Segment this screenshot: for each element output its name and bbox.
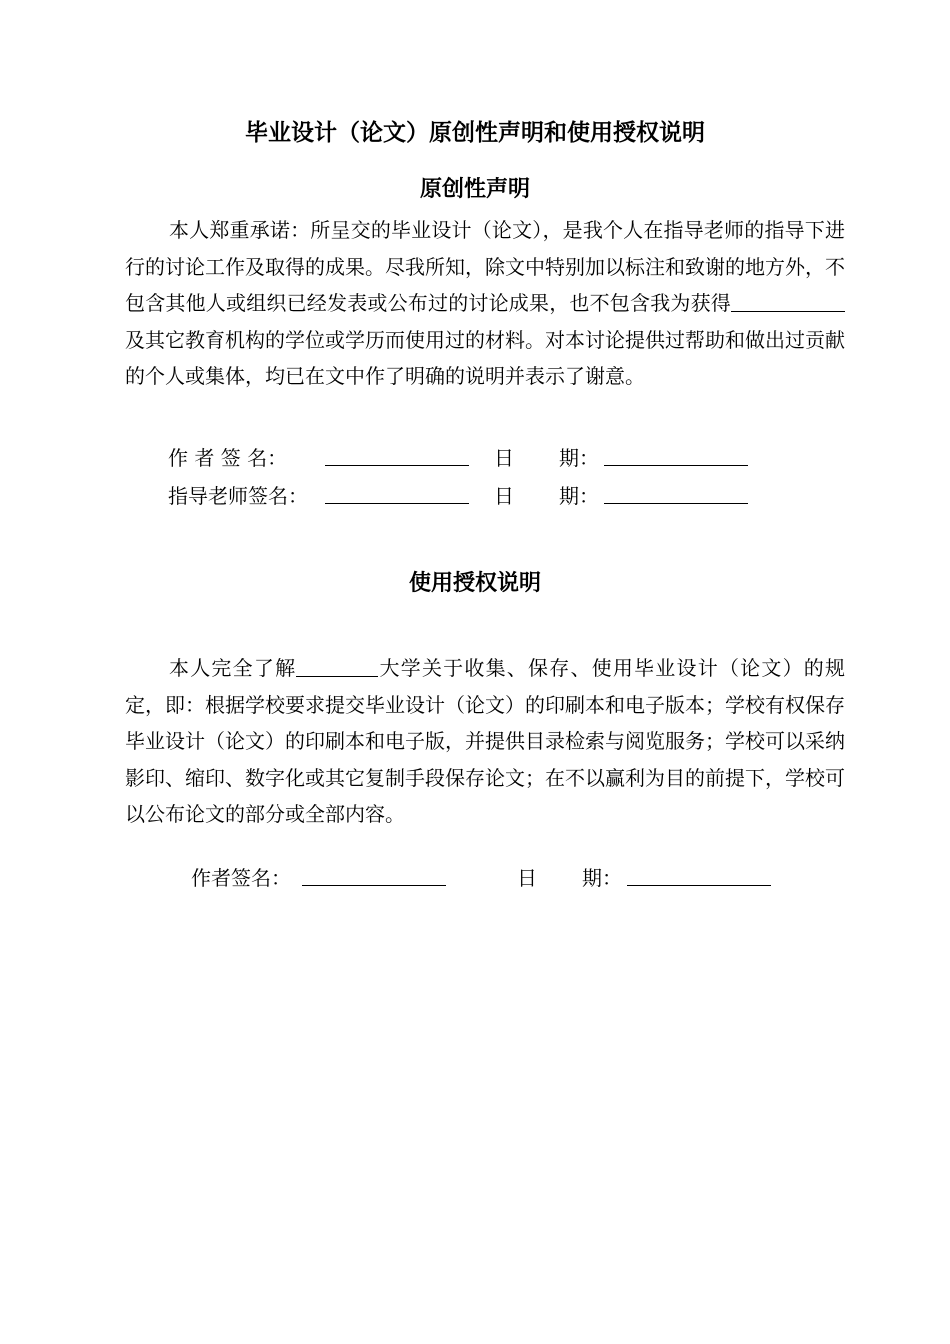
author-sign-label: 作 者 签 名：: [168, 446, 288, 470]
originality-heading: 原创性声明: [419, 177, 530, 202]
date-label-period: 期：: [559, 484, 599, 508]
advisor-date-field[interactable]: [604, 481, 748, 504]
originality-paragraph: [125, 212, 845, 395]
date-label-period: 期：: [559, 446, 599, 470]
auth-date-field[interactable]: [627, 863, 771, 886]
auth-author-sign-label: 作者签名：: [191, 866, 291, 890]
originality-text-part2: 及其它教育机构的学位或学历而使用过的材料。对本讨论提供过帮助和做出过贡献的个人或集体，均已在文中作了明确的说明并表示了谢意。: [125, 327, 845, 388]
date-label-period: 期：: [582, 866, 622, 890]
date-label-day: 日: [494, 484, 514, 508]
advisor-sign-label: 指导老师签名：: [168, 484, 308, 508]
authorization-signature-row: [191, 863, 791, 893]
degree-blank-field[interactable]: [731, 289, 845, 312]
authorization-heading: 使用授权说明: [408, 571, 541, 596]
auth-author-signature-field[interactable]: [302, 863, 446, 886]
author-signature-field[interactable]: [325, 443, 469, 466]
university-blank-field[interactable]: [296, 654, 378, 677]
author-date-field[interactable]: [604, 443, 748, 466]
authorization-paragraph: [125, 650, 845, 833]
date-label-day: 日: [517, 866, 537, 890]
advisor-signature-field[interactable]: [325, 481, 469, 504]
author-signature-row: [168, 443, 768, 473]
authorization-text-part1: 本人完全了解: [169, 656, 297, 680]
originality-text-part1: 本人郑重承诺：所呈交的毕业设计（论文），是我个人在指导老师的指导下进行的讨论工作及取得的成果。尽我所知，除文中特别加以标注和致谢的地方外，不包含其他人或组织已经发表或公布过的讨论成果，也不包含我为获得: [125, 218, 845, 315]
date-label-day: 日: [494, 446, 514, 470]
authorization-text-part2: 大学关于收集、保存、使用毕业设计（论文）的规定，即：根据学校要求提交毕业设计（论文）的印刷本和电子版本；学校有权保存毕业设计（论文）的印刷本和电子版，并提供目录检索与阅览服务；学校可以采纳影印、缩印、数字化或其它复制手段保存论文；在不以赢利为目的前提下，学校可以公布论文的部分或全部内容。: [125, 656, 846, 826]
page-title: 毕业设计（论文）原创性声明和使用授权说明: [245, 120, 705, 146]
advisor-signature-row: [168, 481, 768, 511]
